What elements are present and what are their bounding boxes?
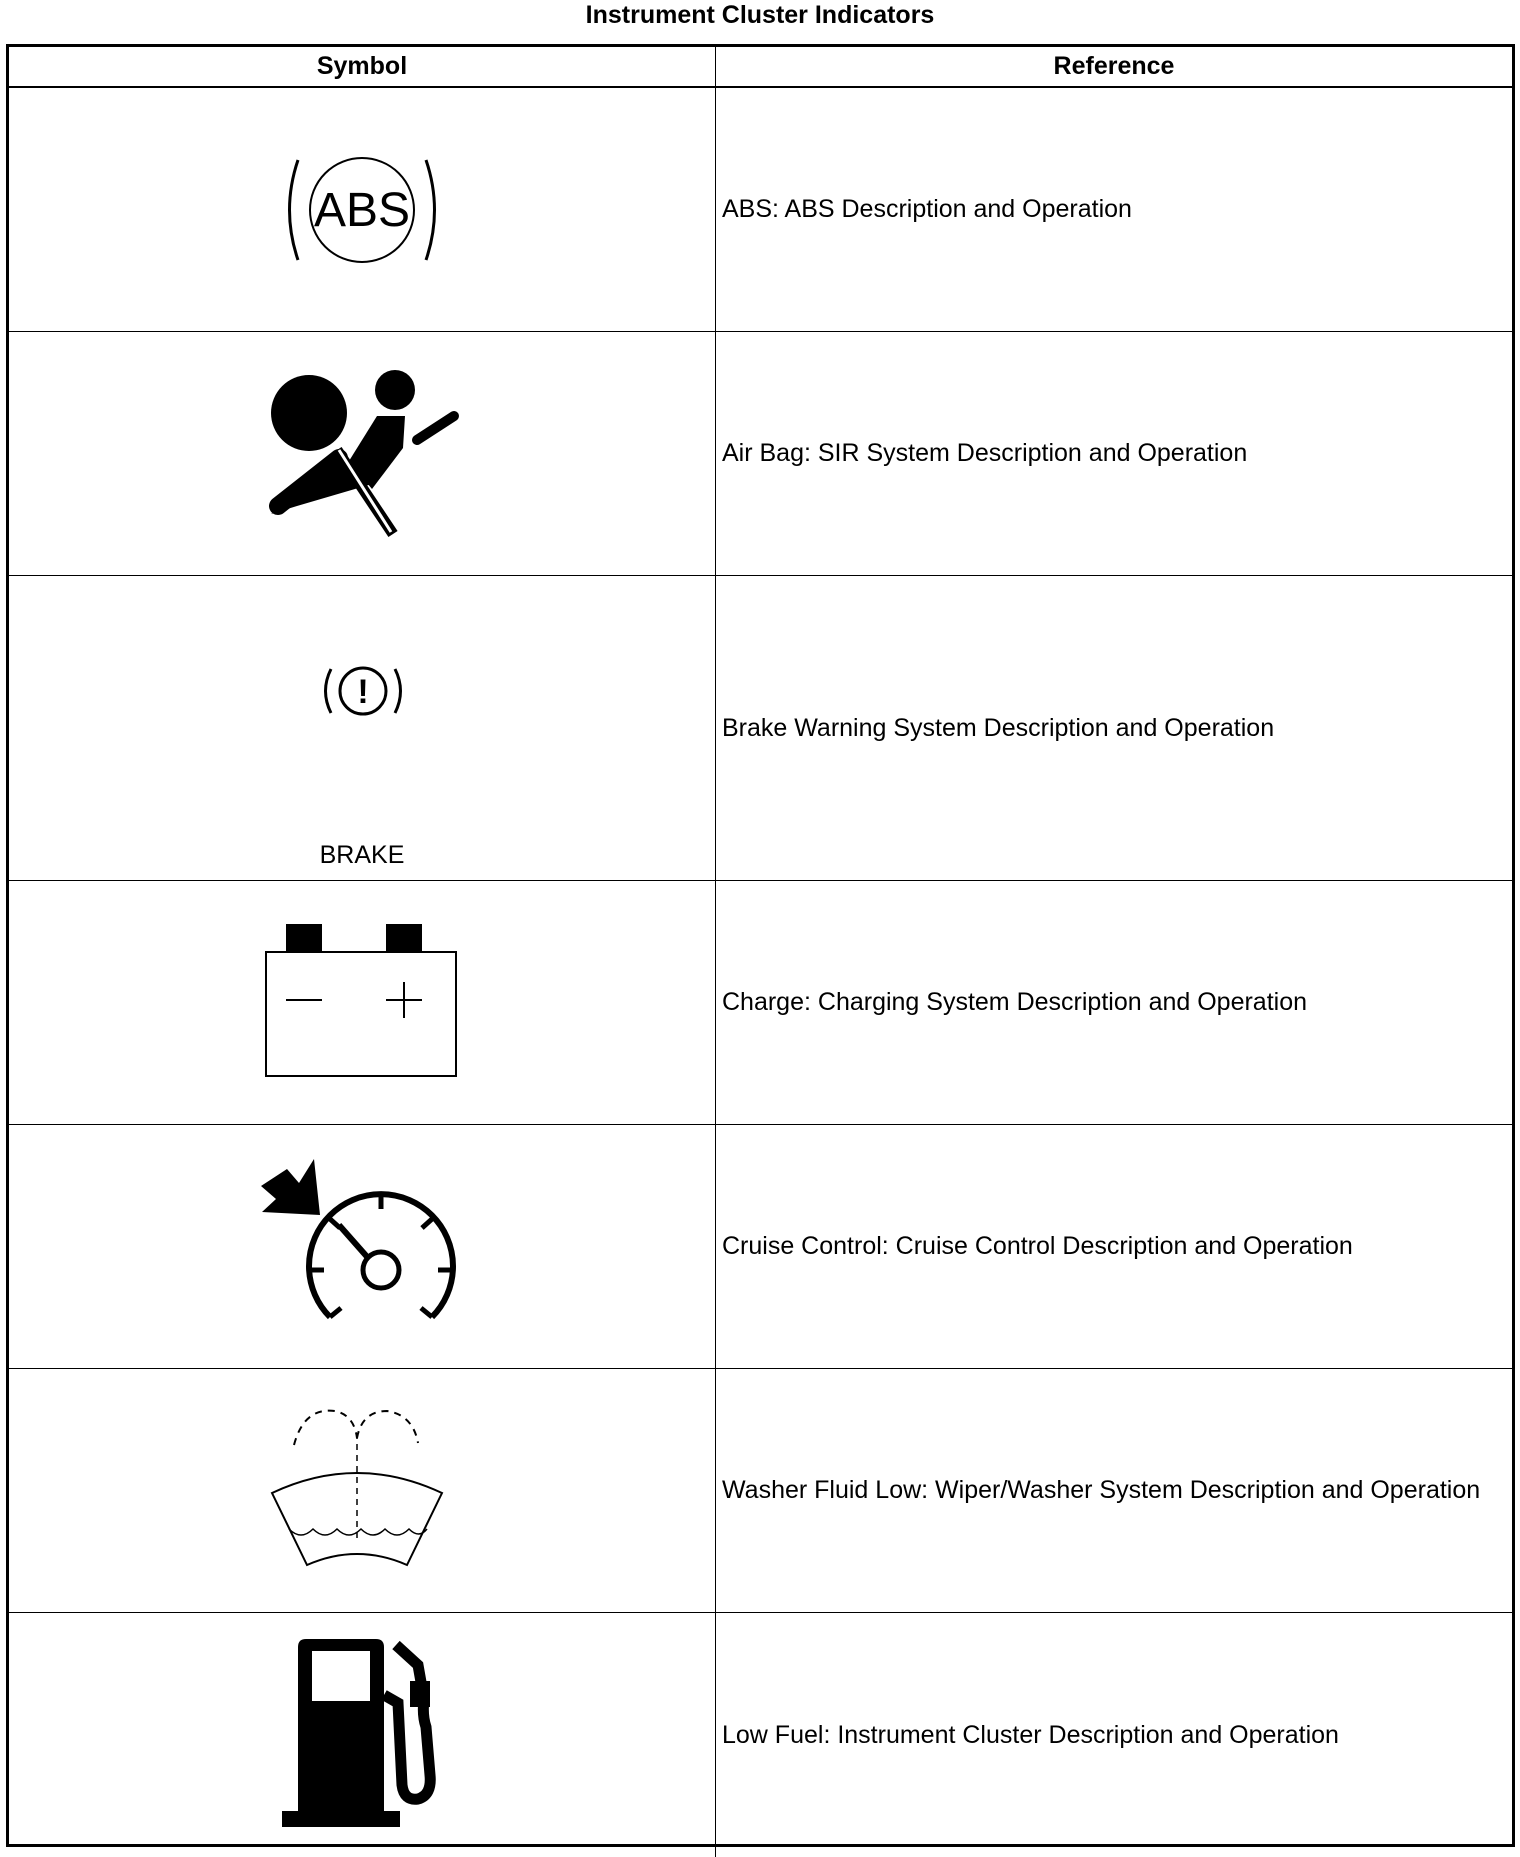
airbag-warning-icon — [257, 364, 467, 544]
header-symbol: Symbol — [9, 47, 716, 88]
symbol-cell-airbag — [9, 332, 716, 576]
cruise-control-icon — [257, 1157, 467, 1337]
reference-cruise: Cruise Control: Cruise Control Description and Operation — [716, 1125, 1512, 1369]
reference-washer: Washer Fluid Low: Wiper/Washer System Description and Operation — [716, 1369, 1512, 1613]
brake-warning-icon — [318, 661, 408, 721]
reference-charge: Charge: Charging System Description and Operation — [716, 881, 1512, 1125]
symbol-cell-abs — [9, 88, 716, 332]
brake-icon-text: ! — [357, 673, 369, 711]
symbol-cell-fuel — [9, 1613, 716, 1857]
brake-label: BRAKE — [319, 841, 405, 869]
symbol-cell-brake — [9, 576, 716, 881]
page-title: Instrument Cluster Indicators — [585, 1, 935, 29]
washer-fluid-icon — [267, 1403, 457, 1578]
indicators-table — [6, 44, 1515, 1847]
reference-airbag: Air Bag: SIR System Description and Operation — [716, 332, 1512, 576]
battery-charge-icon — [262, 920, 462, 1085]
symbol-cell-charge — [9, 881, 716, 1125]
reference-abs: ABS: ABS Description and Operation — [716, 88, 1512, 332]
reference-brake: Brake Warning System Description and Operation — [716, 576, 1512, 881]
reference-fuel: Low Fuel: Instrument Cluster Description and Operation — [722, 1720, 1339, 1749]
fuel-pump-icon — [272, 1635, 452, 1835]
symbol-cell-cruise — [9, 1125, 716, 1369]
abs-warning-icon — [277, 145, 447, 275]
header-reference: Reference — [716, 47, 1512, 88]
abs-icon-text: ABS — [313, 183, 411, 237]
symbol-cell-washer — [9, 1369, 716, 1613]
